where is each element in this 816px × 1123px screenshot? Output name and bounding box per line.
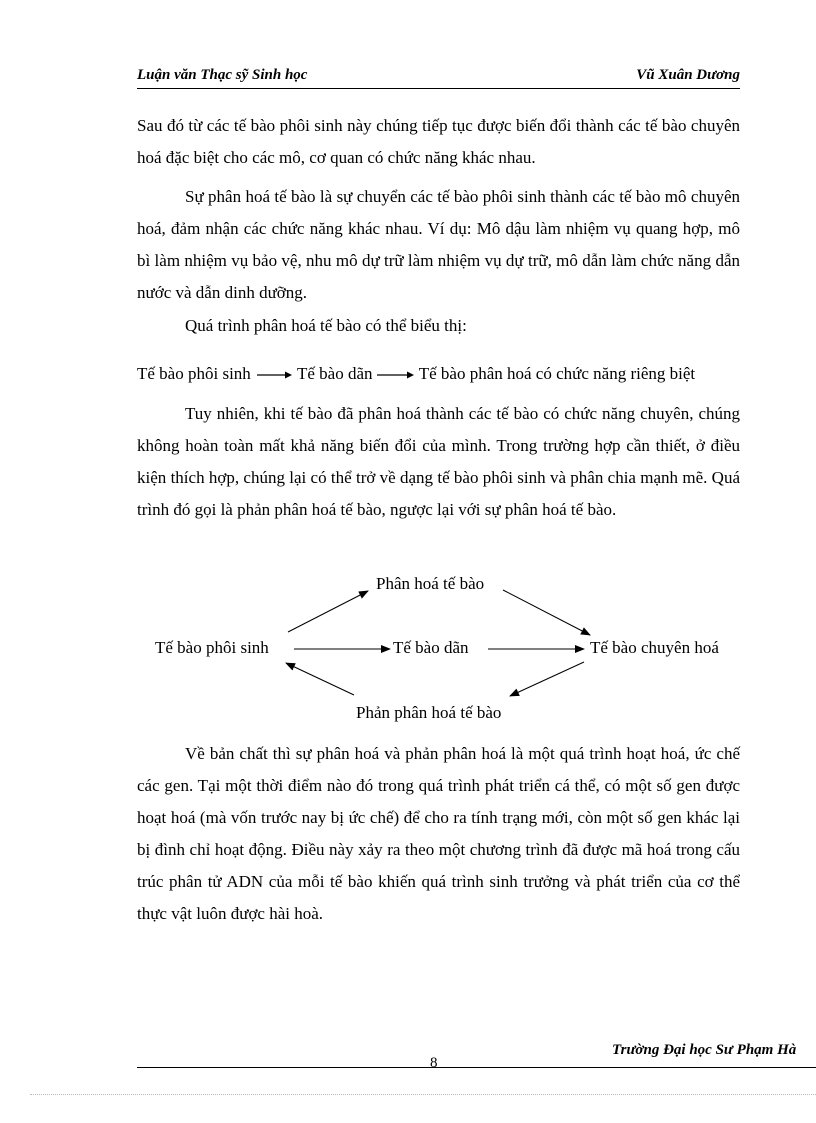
paragraph-1: Sau đó từ các tế bào phôi sinh này chúng tiếp tục được biến đổi thành các tế bào chuyên hoá đặc biệt cho các mô, cơ quan có chức năng khác nhau. (137, 116, 740, 167)
diagram-node-top: Phân hoá tế bào (376, 574, 485, 593)
diagram-node-bottom: Phản phân hoá tế bào (356, 703, 502, 722)
differentiation-diagram (0, 560, 816, 740)
diagram-node-left: Tế bào phôi sinh (155, 638, 269, 657)
diagram-node-middle: Tế bào dãn (393, 638, 469, 657)
footer-university: Trường Đại học Sư Phạm Hà (612, 1042, 797, 1058)
arrow-right-icon (255, 359, 293, 391)
paragraph-4: Tuy nhiên, khi tế bào đã phân hoá thành các tế bào có chức năng chuyên, chúng không hoàn toàn mất khả năng biến đổi của mình. Trong trường hợp cần thiết, ở điều kiện thích hợp, chúng lại có thể trở về dạng tế bào phôi sinh và phân chia mạnh mẽ. Quá trình đó gọi là phản phân hoá tế bào, ngược lại với sự phân hoá tế bào. (137, 404, 740, 519)
page-header (137, 64, 740, 89)
paragraph-5: Về bản chất thì sự phân hoá và phản phân hoá là một quá trình hoạt hoá, ức chế các gen. Tại một thời điểm nào đó trong quá trình phát triển cá thể, có một số gen được hoạt hoá (mà vốn trước nay bị ức chế) để cho ra tính trạng mới, còn một số gen khác lại bị đình chỉ hoạt động. Điều này xảy ra theo một chương trình đã được mã hoá trong cấu trúc phân tử ADN của mỗi tế bào khiến quá trình sinh trưởng và phát triển của cơ thể thực vật luôn được hài hoà. (137, 744, 740, 923)
arrow-to-top (288, 591, 368, 632)
paragraph-3: Quá trình phân hoá tế bào có thể biểu thị: (185, 316, 467, 335)
header-author: Vũ Xuân Dương (636, 67, 740, 83)
flow-step-1: Tế bào phôi sinh (137, 364, 251, 383)
page-number: 8 (430, 1055, 438, 1071)
arrow-right-icon (377, 359, 415, 391)
arrow-right-to-bottom (510, 662, 584, 696)
diagram-node-right: Tế bào chuyên hoá (590, 638, 719, 657)
page-break-dotted-line (30, 1094, 816, 1095)
header-left-title: Luận văn Thạc sỹ Sinh học (137, 67, 308, 83)
process-flow (137, 358, 777, 391)
paragraph-2: Sự phân hoá tế bào là sự chuyển các tế bào phôi sinh thành các tế bào mô chuyên hoá, đảm nhận các chức năng khác nhau. Ví dụ: Mô dậu làm nhiệm vụ quang hợp, mô bì làm nhiệm vụ bảo vệ, nhu mô dự trữ làm nhiệm vụ dự trữ, mô dẫn làm chức năng dẫn nước và dẫn dinh dưỡng. (137, 187, 740, 302)
arrow-top-to-right (503, 590, 590, 635)
footer-rule (137, 1067, 816, 1068)
arrow-bottom-to-left (286, 663, 354, 695)
flow-step-3: Tế bào phân hoá có chức năng riêng biệt (418, 364, 696, 383)
flow-step-2: Tế bào dãn (297, 364, 373, 383)
